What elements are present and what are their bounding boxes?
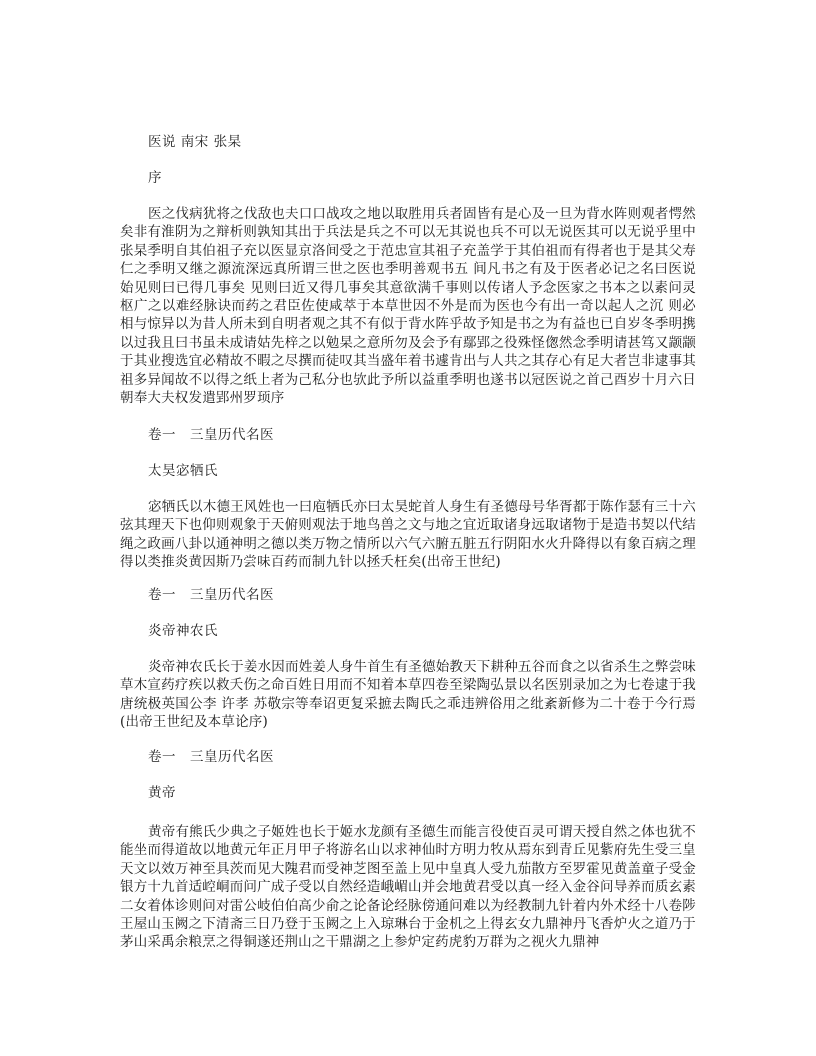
section-title: 炎帝神农氏 <box>148 623 218 639</box>
section-title: 太昊宓牺氏 <box>148 463 218 479</box>
preface-heading: 序 <box>148 170 162 186</box>
section-title: 黄帝 <box>148 785 176 801</box>
section-paragraph: 宓牺氏以木德王风姓也一曰庖牺氏亦曰太昊蛇首人身生有圣德母号华胥都于陈作瑟有三十六弦其理天下也仰则观象于天俯则观法于地鸟兽之文与地之宜近取诸身远取诸物于是造书契以代结绳之政画八卦以通神明之德以类万物之情所以六气六腑五脏五行阴阳水火升降得以有象百病之理得以类推炎黄因斯乃尝味百药而制九针以拯夭枉矣(出帝王世纪) <box>120 499 696 571</box>
volume-heading: 卷一 三皇历代名医 <box>148 427 274 443</box>
section-paragraph: 炎帝神农氏长于姜水因而姓姜人身牛首生有圣德始教天下耕种五谷而食之以省杀生之弊尝味草木宣药疗疾以救夭伤之命百姓日用而不知着本草四卷至梁陶弘景以名医别录加之为七卷逮于我唐统极英国公李 许孝 苏敬宗等奉诏更复采摭去陶氏之乖违辨俗用之纰紊新修为二十卷于今行焉(出帝王世纪及本草论序) <box>120 659 696 731</box>
preface-paragraph: 医之伐病犹将之伐敌也夫口口战攻之地以取胜用兵者固皆有是心及一旦为背水阵则观者愕然矣非有淮阴为之辩析则孰知其出于兵法是兵之不可以无其说也兵不可以无说医其可以无说乎里中张杲季明自其伯祖子充以医显京洛间受之于范忠宣其祖子充盖学于其伯祖而有得者也于是其父寿仁之季明又继之源流深远真所谓三世之医也季明善观书五 间凡书之有及于医者必记之名曰医说始见则曰已得几事矣 见则曰近又得几事矣其意欲满千事则以传诸人予念医家之书本之以素问灵枢广之以难经脉诀而药之君臣佐使咸萃于本草世因不外是而为医也今有出一奇以起人之沉 则必相与惊异以为昔人所未到自明者观之其不有似于背水阵乎故予知是书之为有益也已自岁冬季明携以过我且曰书虽未成请姑先梓之以勉杲之意所勿及会予有鄢郢之役殊怪偬然念季明请甚笃又颛颛于其业搜选宜必精故不暇之尽撰而徒叹其当盛年着书遽肯出与人共之其存心有足大者岂非逮事其祖多异闻故不以得之纸上者为己私分也欤此予所以益重季明也遂书以冠医说之首己酉岁十月六日朝奉大夫权发遣郢州罗顼序 <box>120 206 696 407</box>
section-paragraph: 黄帝有熊氏少典之子姬姓也长于姬水龙颜有圣德生而能言役使百灵可谓天授自然之体也犹不能坐而得道故以地黄元年正月甲子将游名山以求神仙时方明力牧从焉东到青丘见紫府先生受三皇天文以效万神至具茨而见大隗君而受神芝图至盖上见中皇真人受九茄散方至罗霍见黄盖童子受金银方十九首适崆峒而问广成子受以自然经造峨嵋山并会地黄君受以真一经入金谷问导养而质玄素二女着体诊则问对雷公岐伯伯高少俞之论备论经脉傍通问难以为经教制九针着内外术经十八卷陟王屋山玉阙之下清斋三日乃登于玉阙之上入琼琳台于金机之上得玄女九鼎神丹飞香炉火之道乃于茅山采禹余粮烹之得铜遂还荆山之干鼎湖之上参炉定药虎豹万群为之视火九鼎神 <box>120 824 696 951</box>
volume-heading: 卷一 三皇历代名医 <box>148 587 274 603</box>
document-title: 医说 南宋 张杲 <box>148 134 242 150</box>
volume-heading: 卷一 三皇历代名医 <box>148 749 274 765</box>
